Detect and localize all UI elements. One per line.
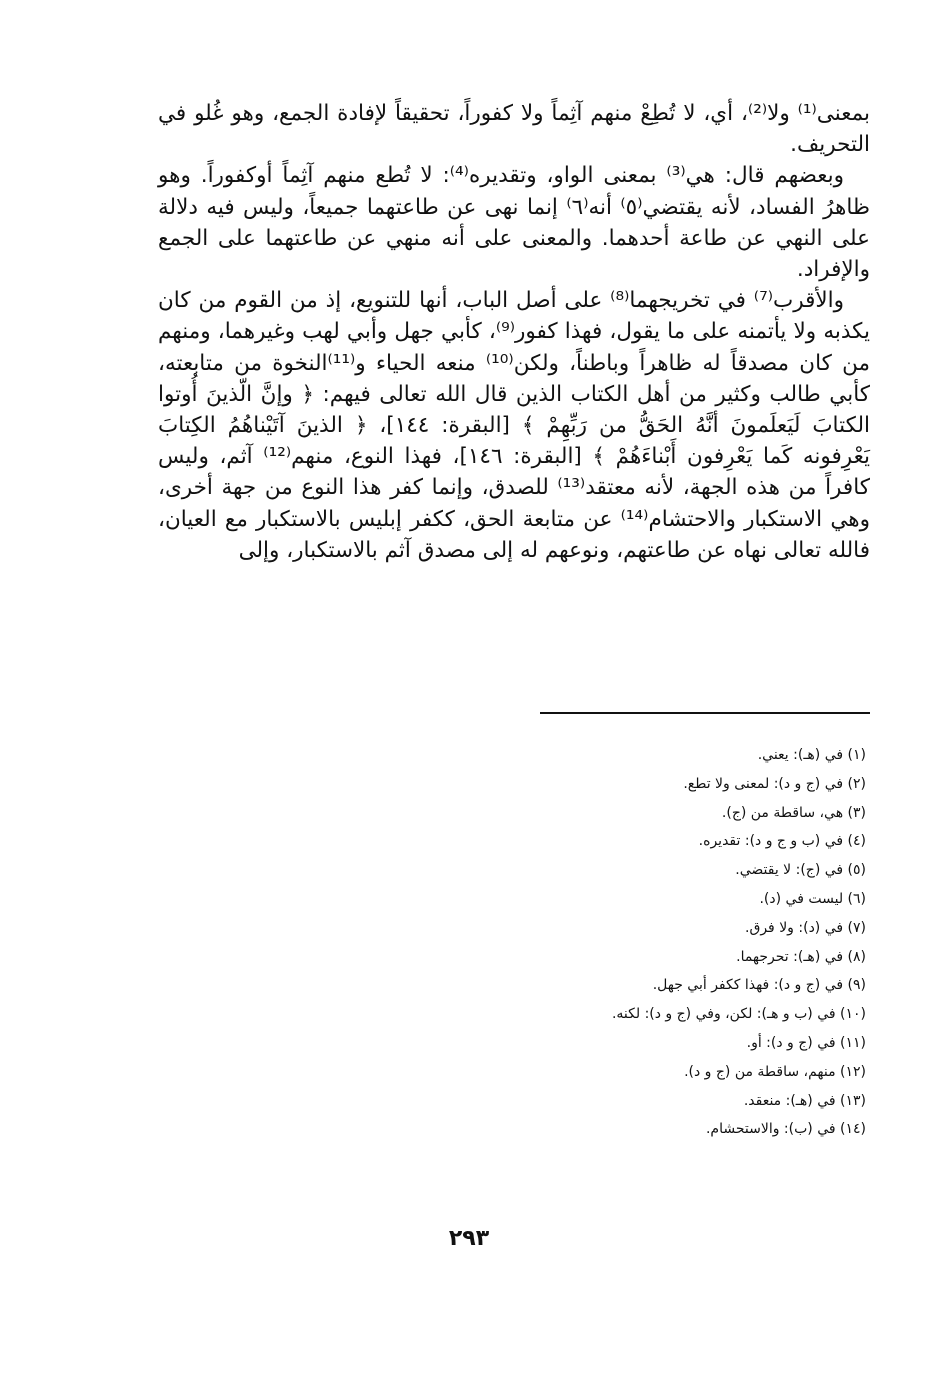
- paragraph: بمعنى⁽¹⁾ ولا⁽²⁾، أي، لا تُطِعْ منهم آثِماً ولا كفوراً، تحقيقاً لإفادة الجمع، وهو غُلو في التحريف.: [158, 101, 870, 158]
- footnote: (٤) في (ب و ج و د): تقديره.: [698, 833, 866, 850]
- footnote: (١٢) منهم، ساقطة من (ج و د).: [684, 1063, 866, 1080]
- page-number: ٢٩٣: [448, 1226, 490, 1251]
- footnote: (١٤) في (ب): والاستحشام.: [705, 1121, 866, 1138]
- footnotes-list: [300, 741, 866, 1144]
- body-text: [158, 98, 870, 566]
- footnote: (١٣) في (هـ): منعقد.: [743, 1092, 866, 1109]
- paragraph: والأقرب⁽⁷⁾ في تخريجهما⁽⁸⁾ على أصل الباب، أنها للتنويع، إذ من القوم من كان يكذبه ولا يأتمنه على ما يقول، فهذا كفور⁽⁹⁾، كأبي جهل وأبي لهب وغيرهما، ومنهم من كان مصدقاً له ظاهراً وباطناً، ولكن⁽¹⁰⁾ منعه الحياء و⁽¹¹⁾النخوة من متابعته، كأبي طالب وكثير من أهل الكتاب الذين قال الله تعالى فيهم: ﴿ وإنَّ الّذينَ أُوتوا الكتابَ لَيَعلَمونَ أنَّهُ الحَقُّ من رَبِّهِمْ ﴾ [البقرة: ١٤٤]، ﴿ الذينَ آتَيْناهُمُ الكِتابَ يَعْرِفونه كَما يَعْرِفون أَبْناءَهُمْ ﴾ [البقرة: ١٤٦]، فهذا النوع، منهم⁽¹²⁾ آثم، وليس كافراً من هذه الجهة، لأنه معتقد⁽¹³⁾ للصدق، وإنما كفر هذا النوع من جهة أخرى، وهي الاستكبار والاحتشام⁽¹⁴⁾ عن متابعة الحق، ككفر إبليس بالاستكبار مع العيان، فالله تعالى نهاه عن طاعتهم، ونوعهم له إلى مصدق آثم بالاستكبار، وإلى: [158, 288, 870, 563]
- footnote: (٧) في (د): ولا فرق.: [745, 919, 866, 936]
- paragraph: وبعضهم قال: هي⁽³⁾ بمعنى الواو، وتقديره⁽⁴⁾: لا تُطع منهم آثِماً أوكفوراً. وهو ظاهرُ الفساد، لأنه يقتضي⁽٥⁾ أنه⁽٦⁾ إنما نهى عن طاعتهما جميعاً، وليس فيه دلالة على النهي عن طاعة أحدهما. والمعنى على أنه منهي عن طاعتهما على الجمع والإفراد.: [158, 163, 870, 283]
- footnote: (٢) في (ج و د): لمعنى ولا تطع.: [683, 775, 866, 792]
- footnote: (٥) في (ج): لا يقتضي.: [735, 862, 866, 879]
- footnote: (٦) ليست في (د).: [759, 890, 866, 907]
- footnote: (١١) في (ج و د): أو.: [746, 1034, 866, 1051]
- footnote-divider: [540, 712, 870, 714]
- footnote: (٩) في (ج و د): فهذا ككفر أبي جهل.: [652, 977, 866, 994]
- footnote: (١٠) في (ب و هـ): لكن، وفي (ج و د): لكنه.: [611, 1006, 866, 1023]
- footnote: (٣) هي، ساقطة من (ج).: [721, 804, 866, 821]
- footnote: (٨) في (هـ): تحرجهما.: [736, 948, 866, 965]
- footnote: (١) في (هـ): يعني.: [757, 747, 866, 763]
